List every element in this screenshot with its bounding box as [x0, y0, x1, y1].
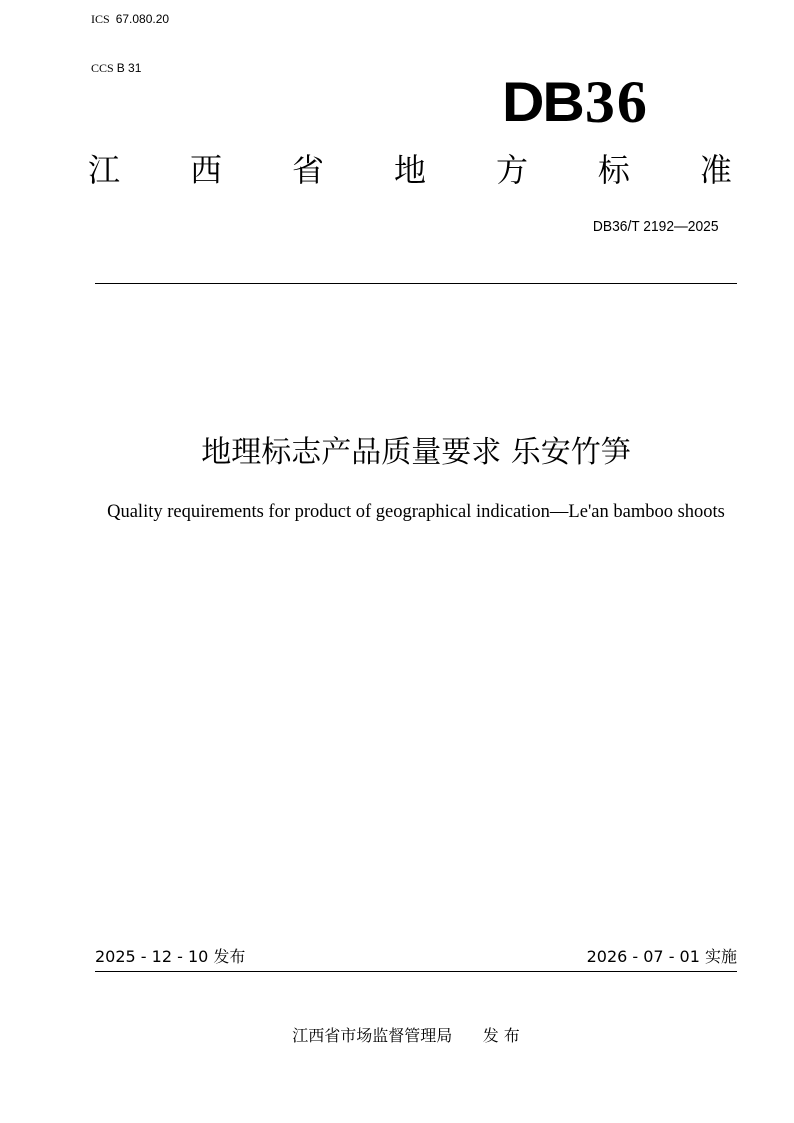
ccs-label: CCS	[91, 61, 114, 75]
publish-action: 发 布	[482, 1026, 520, 1045]
heading-char: 准	[699, 151, 732, 189]
chinese-title: 地理标志产品质量要求 乐安竹笋	[201, 435, 631, 470]
publisher-name: 江西省市场监督管理局	[292, 1026, 453, 1045]
logo-province-number: 36	[584, 69, 649, 135]
heading-char: 省	[291, 151, 324, 189]
db36-logo	[502, 69, 649, 135]
issue-date: 2025 - 12 - 10 发布	[95, 947, 246, 966]
top-divider	[95, 283, 737, 284]
standard-type-heading	[88, 150, 732, 190]
standard-number: DB36/T 2192—2025	[592, 218, 718, 235]
bottom-divider	[95, 971, 737, 972]
heading-char: 西	[189, 151, 222, 189]
ccs-code	[91, 61, 141, 75]
date-row	[95, 946, 737, 968]
ics-code	[91, 12, 169, 26]
english-title: Quality requirements for product of geographical indication—Le'an bamboo shoots	[107, 502, 725, 522]
implementation-date: 2026 - 07 - 01 实施	[586, 947, 737, 966]
heading-char: 江	[88, 151, 121, 189]
logo-db-letters: DB	[502, 70, 583, 133]
ics-value: 67.080.20	[115, 12, 170, 26]
heading-char: 方	[495, 151, 528, 189]
ccs-value: B 31	[116, 61, 142, 75]
publisher-line	[0, 1025, 794, 1047]
ics-label: ICS	[91, 12, 110, 26]
heading-char: 标	[597, 151, 630, 189]
heading-char: 地	[393, 151, 426, 189]
